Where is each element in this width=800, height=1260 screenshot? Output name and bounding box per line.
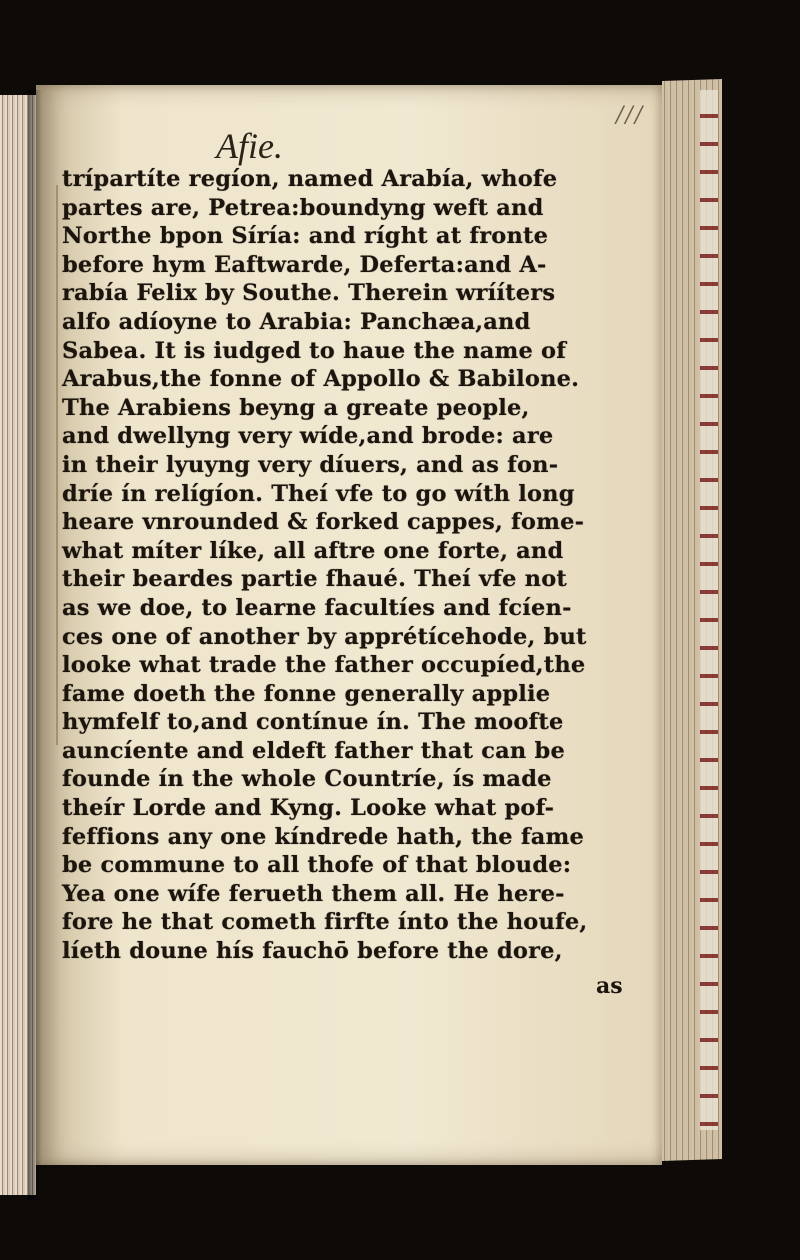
text-line: hymfelf to,and contínue ín. The moofte bbox=[62, 709, 564, 736]
text-line: heare vnrounded & forked cappes, fome- bbox=[62, 509, 585, 536]
text-line: founde ín the whole Countríe, ís made bbox=[62, 766, 552, 793]
text-line: auncíente and eldeft father that can be bbox=[62, 737, 565, 764]
text-line: fame doeth the fonne generally applie bbox=[62, 680, 551, 707]
text-line: The Arabiens beyng a greate people, bbox=[62, 394, 530, 421]
text-line: and dwellyng very wíde,and brode: are bbox=[62, 423, 554, 450]
binding-shadow bbox=[28, 90, 42, 1200]
text-line: Sabea. It is iudged to haue the name of bbox=[62, 337, 567, 364]
color-scale-ruler bbox=[700, 90, 718, 1130]
text-line: rabía Felix by Southe. Therein wrííters bbox=[62, 280, 556, 307]
text-line: partes are, Petrea:boundyng weft and bbox=[62, 194, 544, 221]
text-line: dríe ín relígíon. Theí vfe to go wíth long bbox=[62, 480, 575, 507]
text-line: before hym Eaftwarde, Deferta:and A- bbox=[62, 251, 547, 278]
text-line: trípartíte regíon, named Arabía, whofe bbox=[62, 166, 558, 192]
text-line: be commune to all thofe of that bloude: bbox=[62, 852, 572, 879]
body-text bbox=[62, 165, 642, 966]
text-line: Yea one wífe ferueth them all. He here- bbox=[62, 880, 565, 907]
text-line: feffions any one kíndrede hath, the fame bbox=[62, 823, 585, 850]
text-line: theír Lorde and Kyng. Looke what pof- bbox=[62, 795, 555, 822]
book-page bbox=[36, 85, 662, 1165]
text-line: Arabus,the fonne of Appollo & Babilone. bbox=[62, 366, 580, 393]
text-line: Northe bpon Síría: and ríght at fronte bbox=[62, 223, 549, 250]
text-line: their beardes partie fhaué. Theí vfe not bbox=[62, 566, 567, 593]
margin-rule bbox=[56, 185, 58, 745]
text-line: fore he that cometh firfte ínto the houfe, bbox=[62, 909, 588, 936]
pencil-mark: /// bbox=[616, 103, 645, 128]
text-line: ces one of another by apprétícehode, but bbox=[62, 623, 587, 650]
text-line: as we doe, to learne facultíes and fcíen- bbox=[62, 594, 572, 621]
text-line: alfo adíoyne to Arabia: Panchæa,and bbox=[62, 308, 531, 335]
text-line: in their lyuyng very díuers, and as fon- bbox=[62, 451, 559, 478]
text-line: what míter líke, all aftre one forte, and bbox=[62, 537, 564, 564]
text-line: líeth doune hís fauchō before the dore, bbox=[62, 938, 563, 965]
running-head: Afie. bbox=[216, 126, 283, 166]
catchword: as bbox=[596, 973, 623, 999]
text-line: looke what trade the father occupíed,the bbox=[62, 652, 586, 679]
